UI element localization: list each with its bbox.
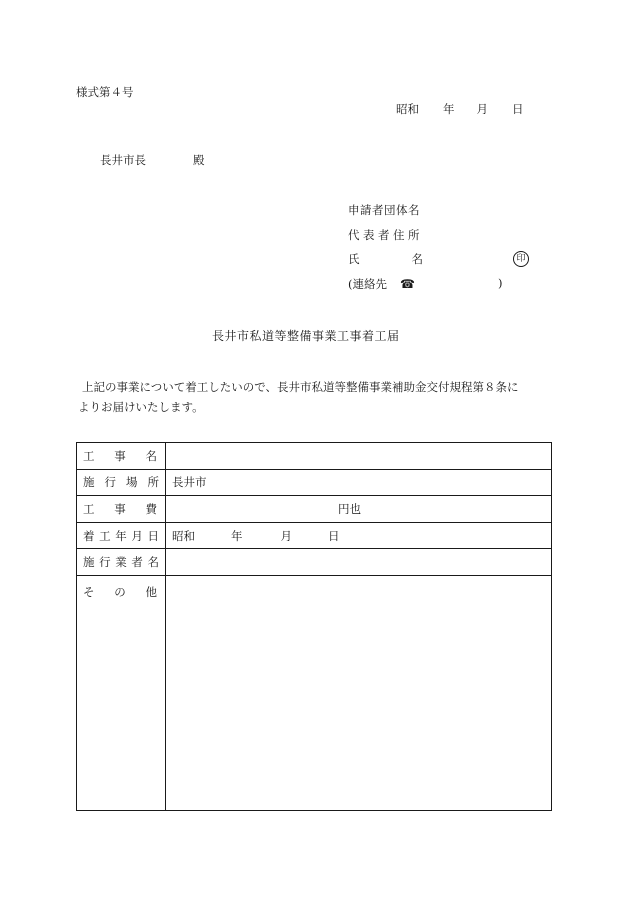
applicant-contact [348, 276, 503, 291]
table-row [77, 469, 552, 496]
body-line-2: よりお届けいたします。 [78, 400, 204, 414]
table-row [77, 549, 552, 576]
start-date-field[interactable]: 昭和 年 月 日 [166, 522, 552, 549]
construction-start-table [76, 442, 552, 811]
submission-date [396, 104, 524, 116]
addressee-name: 長井市長 [100, 153, 146, 167]
construction-cost-label: 工 事 費 [77, 496, 166, 523]
era-label: 昭和 [396, 102, 419, 116]
body-text [78, 377, 552, 417]
document-title: 長井市私道等整備事業工事着工届 [212, 329, 400, 343]
yen-suffix: 円也 [338, 501, 361, 516]
construction-name-label: 工 事 名 [77, 443, 166, 470]
other-field[interactable] [166, 575, 552, 810]
addressee [100, 155, 205, 167]
name-label-part-1: 氏 [348, 252, 360, 266]
representative-address-label: 代表者住所 [348, 228, 423, 242]
contact-close: ) [498, 276, 503, 290]
construction-cost-field[interactable] [166, 496, 552, 523]
table-row [77, 496, 552, 523]
form-number: 様式第４号 [76, 85, 134, 99]
table-row [77, 575, 552, 810]
body-line-1: 上記の事業について着工したいので、長井市私道等整備事業補助金交付規程第８条に [82, 380, 519, 394]
month-label: 月 [476, 102, 488, 116]
construction-location-label: 施 行 場 所 [77, 469, 166, 496]
construction-name-field[interactable] [166, 443, 552, 470]
construction-location-field[interactable]: 長井市 [166, 469, 552, 496]
name-label-part-2: 名 [411, 252, 423, 266]
contractor-name-label: 施 行 業 者 名 [77, 549, 166, 576]
phone-icon: ☎ [400, 277, 415, 291]
table-row [77, 443, 552, 470]
year-label: 年 [443, 102, 455, 116]
applicant-org-label: 申請者団体名 [348, 203, 420, 217]
addressee-honorific: 殿 [193, 153, 205, 167]
table-row [77, 522, 552, 549]
contact-label: (連絡先 [348, 277, 387, 291]
seal-icon: 印 [513, 251, 529, 267]
contractor-name-field[interactable] [166, 549, 552, 576]
applicant-name-label [348, 254, 423, 266]
day-label: 日 [512, 102, 524, 116]
other-label: そ の 他 [77, 575, 166, 810]
start-date-label: 着 工 年 月 日 [77, 522, 166, 549]
